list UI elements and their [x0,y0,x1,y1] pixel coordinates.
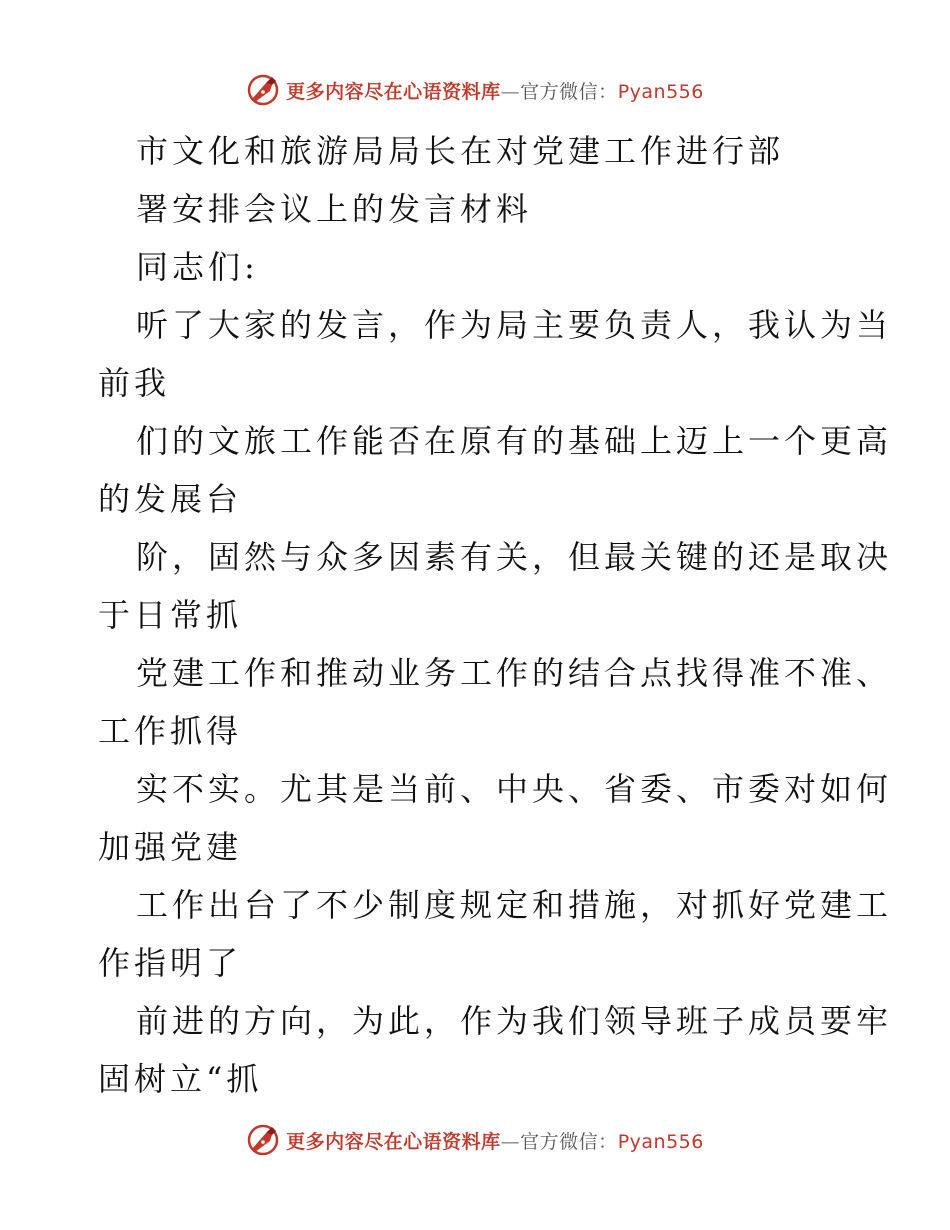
doc-title-line-1: 市文化和旅游局局长在对党建工作进行部 [136,132,785,170]
paragraph-line: 前我 [98,364,171,402]
document-body [98,122,893,1108]
paragraph-line: 前进的方向，为此，作为我们领导班子成员要牢 [136,1002,893,1040]
paragraph-line: 固树立“抓 [98,1060,263,1098]
salutation: 同志们: [136,248,259,286]
paragraph-line: 工作抓得 [98,712,243,750]
paragraph-line: 听了大家的发言，作为局主要负责人，我认为当 [136,306,893,344]
doc-title-line-2: 署安排会议上的发言材料 [136,190,533,228]
header-watermark [0,70,950,110]
paragraph-line: 于日常抓 [98,596,243,634]
paragraph-line: 实不实。尤其是当前、中央、省委、市委对如何 [136,770,893,808]
watermark-text: 更多内容尽在心语资料库—官方微信：Pyan556 [286,1130,704,1153]
paragraph-line: 阶，固然与众多因素有关，但最关键的还是取决 [136,538,893,576]
paragraph-line: 党建工作和推动业务工作的结合点找得准不准、 [136,654,893,692]
paragraph-line: 加强党建 [98,828,243,866]
pen-nib-logo-icon [246,1123,280,1157]
paragraph-line: 工作出台了不少制度规定和措施，对抓好党建工 [136,886,893,924]
paragraph-line: 们的文旅工作能否在原有的基础上迈上一个更高 [136,422,893,460]
footer-watermark [0,1120,950,1160]
watermark-text: 更多内容尽在心语资料库—官方微信：Pyan556 [286,80,704,103]
paragraph-line: 的发展台 [98,480,243,518]
pen-nib-logo-icon [246,73,280,107]
paragraph-line: 作指明了 [98,944,243,982]
